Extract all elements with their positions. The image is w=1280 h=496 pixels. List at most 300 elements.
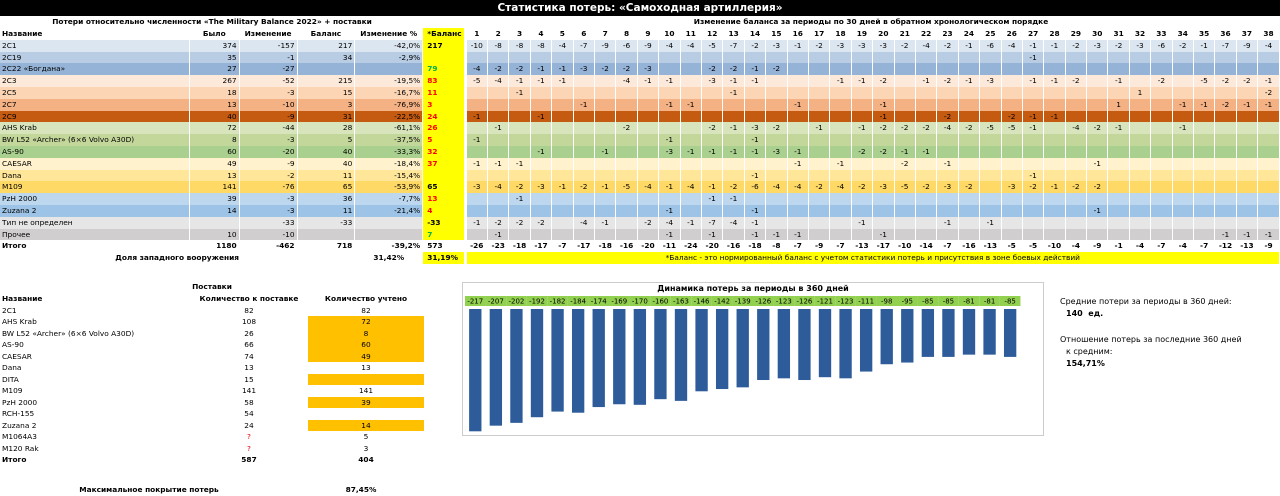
period-cell: [787, 75, 808, 87]
period-cell: [1151, 181, 1172, 193]
period-header: 6: [573, 28, 594, 40]
period-cell: [851, 134, 872, 146]
data-label: -126: [796, 297, 813, 306]
period-cell: [573, 122, 594, 134]
period-cell: [680, 111, 701, 123]
period-cell: [1172, 146, 1193, 158]
row-norm-balance: 7: [423, 229, 464, 241]
period-cell: -1: [723, 75, 744, 87]
period-cell: [509, 99, 530, 111]
period-cell: -2: [915, 181, 936, 193]
bar: [490, 309, 502, 426]
period-cell: [637, 205, 658, 217]
period-cell: [552, 122, 573, 134]
period-cell: [1001, 229, 1022, 241]
period-cell: -7: [573, 40, 594, 52]
bar: [510, 309, 522, 423]
totals-period-cell: -16: [616, 240, 637, 252]
supplies-counted: 39: [308, 397, 424, 409]
period-cell: [1044, 52, 1065, 64]
totals-was: 1180: [189, 240, 239, 252]
totals-period-cell: -13: [851, 240, 872, 252]
ratio-label-1: Отношение потерь за последние 360 дней: [1060, 335, 1242, 344]
row-change-pct: -2,9%: [355, 52, 423, 64]
data-label: -163: [673, 297, 689, 306]
period-cell: [637, 229, 658, 241]
period-cell: [851, 158, 872, 170]
period-cell: [744, 99, 765, 111]
period-cell: [980, 170, 1001, 182]
period-cell: -7: [702, 217, 723, 229]
period-cell: [894, 87, 915, 99]
period-cell: [766, 111, 787, 123]
ratio-label-2: к средним:: [1066, 347, 1113, 356]
row-change: -33: [239, 217, 297, 229]
period-cell: [958, 229, 979, 241]
period-cell: [937, 193, 958, 205]
period-cell: -4: [487, 181, 508, 193]
period-header: 24: [958, 28, 979, 40]
period-cell: [1001, 75, 1022, 87]
period-cell: -2: [808, 181, 829, 193]
period-cell: [1108, 193, 1129, 205]
period-cell: [637, 52, 658, 64]
row-was: 60: [189, 146, 239, 158]
period-cell: [937, 146, 958, 158]
period-header: 3: [509, 28, 530, 40]
period-cell: [1193, 87, 1214, 99]
period-cell: -6: [744, 181, 765, 193]
totals-period-cell: -16: [958, 240, 979, 252]
period-cell: [830, 193, 851, 205]
period-cell: [808, 158, 829, 170]
period-cell: [894, 63, 915, 75]
row-was: 8: [189, 134, 239, 146]
period-cell: [1258, 158, 1280, 170]
period-cell: -1: [1236, 229, 1257, 241]
period-cell: -1: [1172, 122, 1193, 134]
period-cell: [1236, 52, 1257, 64]
totals-period-cell: -16: [723, 240, 744, 252]
period-cell: [1236, 170, 1257, 182]
period-cell: -1: [1193, 40, 1214, 52]
period-cell: [552, 217, 573, 229]
period-cell: [702, 158, 723, 170]
period-cell: [1151, 111, 1172, 123]
period-cell: [702, 134, 723, 146]
period-cell: [1129, 122, 1150, 134]
table-header-row: [0, 28, 1280, 40]
period-cell: -4: [466, 63, 487, 75]
period-cell: [680, 158, 701, 170]
row-name: 2С5: [0, 87, 189, 99]
period-cell: [873, 134, 894, 146]
supplies-col-counted: Количество учтено: [324, 294, 408, 303]
period-cell: [937, 170, 958, 182]
row-balance: 15: [297, 87, 355, 99]
period-cell: [573, 205, 594, 217]
period-cell: -1: [637, 75, 658, 87]
period-cell: [594, 99, 615, 111]
supplies-name: RCH-155: [2, 409, 35, 418]
period-cell: [616, 99, 637, 111]
period-cell: [1022, 146, 1043, 158]
period-cell: [851, 170, 872, 182]
data-label: -95: [901, 297, 914, 306]
period-cell: [616, 111, 637, 123]
period-cell: [1151, 229, 1172, 241]
period-cell: [1044, 63, 1065, 75]
period-cell: -4: [937, 122, 958, 134]
row-was: 27: [189, 63, 239, 75]
left-table-header: Потери относительно численности «The Military Balance 2022» + поставки: [52, 17, 372, 26]
period-cell: -2: [594, 63, 615, 75]
period-cell: [830, 229, 851, 241]
period-cell: -5: [894, 181, 915, 193]
totals-period-cell: -7: [937, 240, 958, 252]
period-cell: [487, 99, 508, 111]
data-label: -85: [1004, 297, 1016, 306]
period-cell: [1065, 87, 1086, 99]
period-cell: -1: [787, 146, 808, 158]
period-cell: -2: [1108, 40, 1129, 52]
period-cell: [509, 111, 530, 123]
period-cell: [1172, 52, 1193, 64]
period-cell: -1: [1044, 40, 1065, 52]
period-cell: [1129, 146, 1150, 158]
period-cell: [1129, 170, 1150, 182]
row-norm-balance: 83: [423, 75, 464, 87]
period-cell: -1: [1022, 111, 1043, 123]
period-cell: -3: [744, 122, 765, 134]
period-cell: [958, 134, 979, 146]
period-cell: -2: [487, 217, 508, 229]
period-cell: [1087, 111, 1108, 123]
period-cell: [980, 111, 1001, 123]
period-cell: [851, 111, 872, 123]
data-label: -123: [775, 297, 792, 306]
period-cell: -1: [466, 217, 487, 229]
period-cell: [958, 170, 979, 182]
period-cell: [958, 99, 979, 111]
bar: [593, 309, 605, 407]
row-balance: 215: [297, 75, 355, 87]
period-cell: [659, 87, 680, 99]
row-name: BW L52 «Archer» (6×6 Volvo A30D): [0, 134, 189, 146]
supplies-delivered: ?: [247, 443, 251, 453]
period-cell: [1129, 205, 1150, 217]
period-cell: [980, 99, 1001, 111]
period-cell: [530, 52, 551, 64]
totals-period-cell: -7: [1151, 240, 1172, 252]
row-norm-balance: [423, 52, 464, 64]
period-cell: [509, 205, 530, 217]
supplies-row: [0, 420, 424, 432]
period-cell: [509, 146, 530, 158]
period-cell: -4: [659, 40, 680, 52]
period-cell: [873, 87, 894, 99]
period-cell: [1044, 229, 1065, 241]
bar: [613, 309, 625, 404]
period-cell: [616, 146, 637, 158]
period-cell: [958, 63, 979, 75]
period-cell: -1: [958, 40, 979, 52]
table-row: [0, 111, 1280, 123]
period-cell: [659, 52, 680, 64]
period-cell: -1: [830, 75, 851, 87]
data-label: -85: [942, 297, 955, 306]
period-cell: [894, 205, 915, 217]
period-cell: -2: [937, 40, 958, 52]
period-cell: -1: [1044, 75, 1065, 87]
row-norm-balance: 32: [423, 146, 464, 158]
totals-period-cell: -4: [1129, 240, 1150, 252]
row-balance: 31: [297, 111, 355, 123]
period-header: 25: [980, 28, 1001, 40]
period-cell: [766, 99, 787, 111]
period-cell: -1: [723, 146, 744, 158]
table-row: [0, 52, 1280, 64]
period-cell: -4: [915, 40, 936, 52]
period-cell: [466, 122, 487, 134]
supplies-row: [0, 408, 424, 420]
totals-period-cell: -14: [915, 240, 936, 252]
row-name: AHS Krab: [0, 122, 189, 134]
supplies-row: [0, 328, 424, 340]
row-change: -9: [239, 111, 297, 123]
row-was: 13: [189, 170, 239, 182]
row-norm-balance: 26: [423, 122, 464, 134]
supplies-row: [0, 374, 424, 386]
period-cell: [1001, 146, 1022, 158]
period-cell: [808, 99, 829, 111]
period-cell: [723, 99, 744, 111]
period-cell: [680, 193, 701, 205]
col-header-was: Было: [189, 28, 239, 40]
period-cell: -1: [744, 205, 765, 217]
period-cell: [1258, 181, 1280, 193]
period-cell: -4: [659, 217, 680, 229]
period-cell: [1022, 205, 1043, 217]
period-cell: [466, 87, 487, 99]
period-cell: [787, 170, 808, 182]
period-cell: -2: [723, 63, 744, 75]
period-cell: -1: [530, 63, 551, 75]
period-cell: [1258, 217, 1280, 229]
period-header: 20: [873, 28, 894, 40]
period-cell: [980, 52, 1001, 64]
period-cell: [723, 205, 744, 217]
period-cell: [466, 146, 487, 158]
period-cell: [808, 87, 829, 99]
row-name: 2С1: [0, 40, 189, 52]
period-cell: [1215, 122, 1236, 134]
period-cell: -2: [487, 63, 508, 75]
period-cell: [1215, 87, 1236, 99]
period-cell: [1065, 146, 1086, 158]
period-cell: [1172, 217, 1193, 229]
period-cell: [1065, 229, 1086, 241]
row-name: Zuzana 2: [0, 205, 189, 217]
period-header: 37: [1236, 28, 1257, 40]
western-share-row: [0, 252, 1280, 264]
period-cell: [723, 111, 744, 123]
period-cell: -3: [873, 181, 894, 193]
page-title: Статистика потерь: «Самоходная артиллерия»: [0, 0, 1280, 16]
period-header: 4: [530, 28, 551, 40]
supplies-delivered: 58: [244, 397, 254, 407]
bar: [942, 309, 954, 357]
supplies-name: PzH 2000: [2, 397, 38, 407]
totals-period-cell: -17: [530, 240, 551, 252]
period-cell: -4: [680, 181, 701, 193]
period-cell: [1065, 111, 1086, 123]
supplies-name: Zuzana 2: [2, 420, 37, 430]
period-cell: [1151, 99, 1172, 111]
totals-period-cell: -26: [466, 240, 487, 252]
row-was: 49: [189, 158, 239, 170]
col-header-change: Изменение: [239, 28, 297, 40]
period-cell: [915, 170, 936, 182]
period-cell: -1: [509, 87, 530, 99]
supplies-col-name: Название: [2, 294, 43, 303]
period-cell: [830, 146, 851, 158]
supplies-delivered: ?: [247, 432, 251, 441]
data-label: -170: [631, 297, 648, 306]
period-cell: -2: [894, 158, 915, 170]
period-cell: -2: [530, 217, 551, 229]
period-cell: [1193, 229, 1214, 241]
bar: [675, 309, 687, 401]
totals-period-cell: -5: [1001, 240, 1022, 252]
period-cell: [894, 170, 915, 182]
period-cell: [637, 122, 658, 134]
period-header: 35: [1193, 28, 1214, 40]
period-cell: -1: [594, 217, 615, 229]
period-cell: [937, 87, 958, 99]
period-cell: -1: [744, 146, 765, 158]
period-cell: [787, 205, 808, 217]
period-header: 1: [466, 28, 487, 40]
period-cell: [1108, 181, 1129, 193]
period-cell: -5: [466, 75, 487, 87]
western-share-value: 31,42%: [355, 252, 423, 264]
period-cell: -2: [1065, 181, 1086, 193]
row-balance: -33: [297, 217, 355, 229]
period-cell: -5: [616, 181, 637, 193]
period-cell: -2: [509, 181, 530, 193]
period-cell: -3: [530, 181, 551, 193]
period-cell: [1172, 170, 1193, 182]
supplies-counted: 49: [308, 351, 424, 363]
period-cell: [1129, 217, 1150, 229]
period-cell: [530, 193, 551, 205]
row-name: AS-90: [0, 146, 189, 158]
supplies-row: [0, 316, 424, 328]
period-cell: [1151, 193, 1172, 205]
period-cell: -1: [894, 146, 915, 158]
period-cell: -1: [1258, 99, 1280, 111]
footnote: *Баланс - это нормированный баланс с учетом статистики потерь и присутствия в зоне боевых действий: [466, 252, 1279, 264]
period-cell: [980, 158, 1001, 170]
row-name: Dana: [0, 170, 189, 182]
period-cell: [1129, 99, 1150, 111]
period-cell: -1: [808, 122, 829, 134]
totals-period-cell: -18: [594, 240, 615, 252]
period-cell: [808, 205, 829, 217]
period-cell: [702, 170, 723, 182]
period-cell: [1044, 134, 1065, 146]
row-change: -44: [239, 122, 297, 134]
period-cell: [851, 99, 872, 111]
period-cell: -1: [787, 99, 808, 111]
period-cell: [1065, 99, 1086, 111]
period-cell: [1108, 229, 1129, 241]
period-cell: [552, 52, 573, 64]
period-header: 23: [937, 28, 958, 40]
period-cell: -1: [1022, 52, 1043, 64]
period-cell: [552, 146, 573, 158]
table-row: [0, 205, 1280, 217]
period-cell: [1258, 63, 1280, 75]
period-cell: [851, 52, 872, 64]
data-label: -121: [817, 297, 833, 306]
period-cell: [594, 75, 615, 87]
period-cell: -2: [873, 146, 894, 158]
period-cell: [915, 217, 936, 229]
period-cell: [680, 205, 701, 217]
row-norm-balance: 3: [423, 99, 464, 111]
supplies-delivered: 15: [244, 374, 254, 384]
supplies-counted: 82: [361, 305, 371, 315]
period-cell: [894, 75, 915, 87]
period-cell: [1151, 170, 1172, 182]
table-row: [0, 40, 1280, 52]
period-cell: [873, 158, 894, 170]
period-cell: -3: [1087, 40, 1108, 52]
period-cell: [873, 52, 894, 64]
period-cell: -1: [552, 63, 573, 75]
period-cell: -2: [766, 122, 787, 134]
western-share-norm-value: 31,19%: [423, 252, 464, 264]
period-cell: [808, 229, 829, 241]
period-cell: -1: [487, 122, 508, 134]
period-cell: -2: [702, 122, 723, 134]
period-cell: [808, 146, 829, 158]
supplies-name: 2С1: [2, 305, 17, 315]
totals-balance: 718: [297, 240, 355, 252]
supplies-name: CAESAR: [2, 351, 32, 361]
table-row: [0, 158, 1280, 170]
period-cell: [1215, 158, 1236, 170]
period-cell: [1129, 229, 1150, 241]
period-cell: [1215, 111, 1236, 123]
period-cell: [1108, 205, 1129, 217]
period-cell: [1108, 52, 1129, 64]
period-cell: [766, 134, 787, 146]
period-cell: [573, 75, 594, 87]
period-cell: [1001, 63, 1022, 75]
period-cell: [1172, 63, 1193, 75]
totals-name: Итого: [0, 240, 189, 252]
period-cell: [894, 111, 915, 123]
period-cell: [530, 122, 551, 134]
period-cell: [830, 111, 851, 123]
period-cell: [594, 134, 615, 146]
period-cell: [744, 158, 765, 170]
period-cell: [1151, 87, 1172, 99]
row-was: 18: [189, 87, 239, 99]
